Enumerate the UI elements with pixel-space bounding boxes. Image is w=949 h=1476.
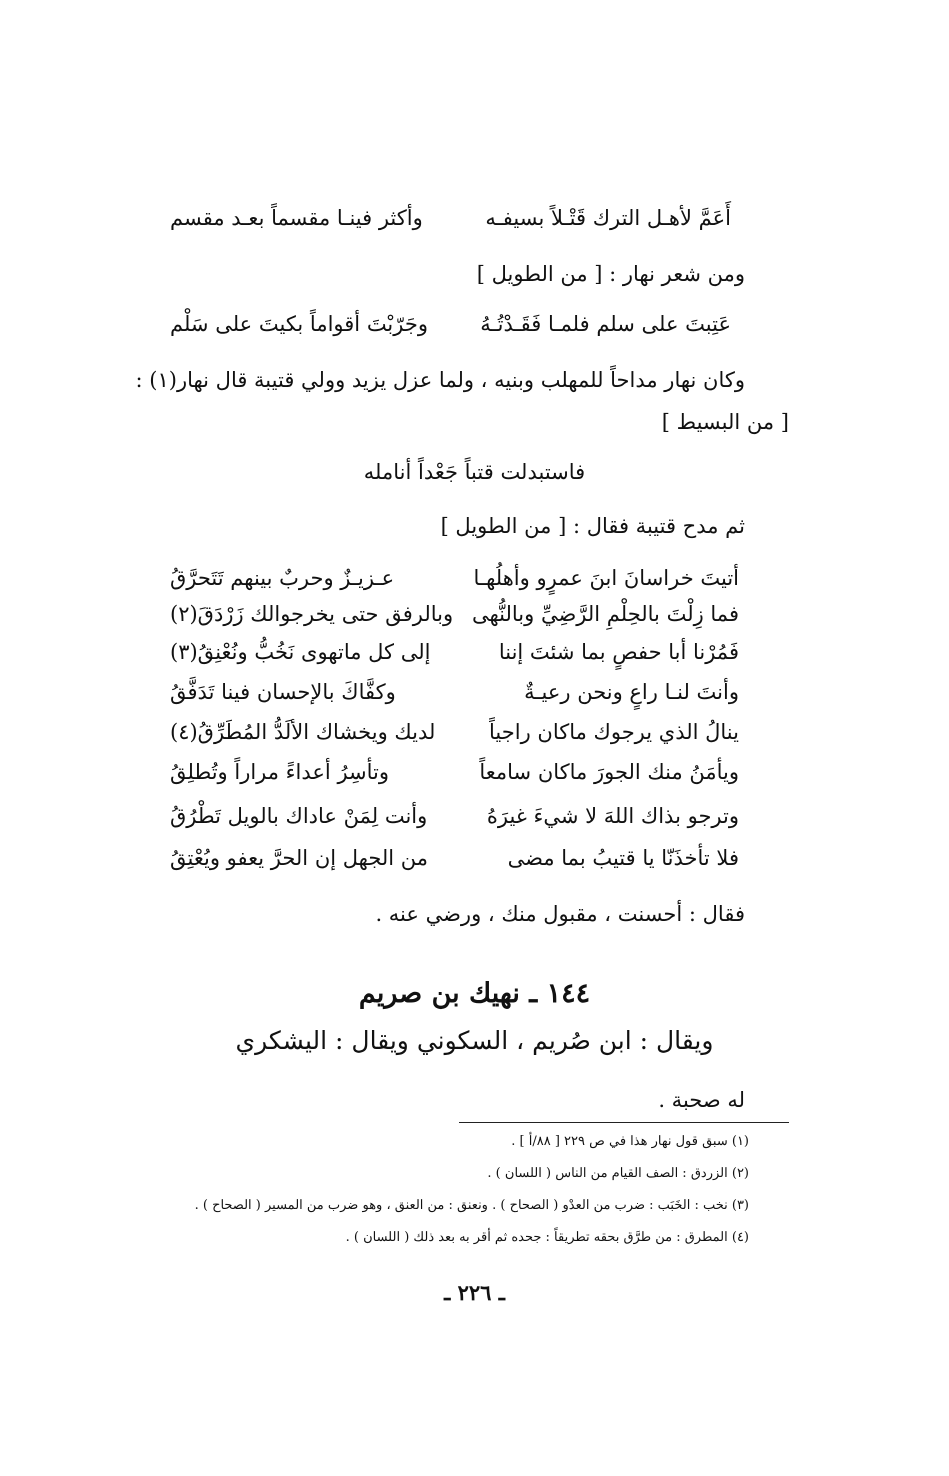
entry-subheading: ويقال : ابن صُريم ، السكوني ويقال : اليشكري [235,1026,714,1055]
poem-verse [170,804,739,838]
footnote: (٣) نخب : الخَبَب : ضرب من العدْو ( الصحاح ) . ونعنق : من العنق ، وهو ضرب من المسير ( الصحاح ) . [194,1198,749,1213]
poem-verse-left: عـزيـزٌ وحربٌ بينهم تَتَحرَّقُ [170,566,395,590]
verse-2-left-hemistich: وجَرّبْتَ أقواماً بكيتَ على سَلْم [170,312,428,336]
footnote-divider [459,1122,789,1123]
footnote: (٤) المطرق : من طرَّق بحقه تطريقاً : جحده ثم أقر به بعد ذلك ( اللسان ) . [345,1230,749,1245]
poem-verse-right: وترجو بذاك اللهَ لا شيءَ غيرَهُ [486,804,739,828]
poem-verse-right: وأنتَ لنـا راعٍ ونحن رعيـةٌ [524,680,739,704]
entry-body: له صحبة . [658,1088,745,1112]
poem-verse-right: أتيتَ خراسانَ ابنَ عمرٍو وأهلُهـا [473,566,739,590]
closing-line: فقال : أحسنت ، مقبول منك ، ورضي عنه . [375,902,745,926]
poem-verse [170,680,739,714]
poem-verse-left: وأنت لِمَنْ عاداك بالويل تَطْرُقُ [170,804,428,828]
poem-verse [170,760,739,794]
entry-heading: ١٤٤ ـ نهيك بن صريم [358,978,591,1009]
poem-verse-left: وبالرفق حتى يخرجوالك زَرْدَقَ(٢) [170,602,454,626]
poem-verse-left: من الجهل إن الحرَّ يعفو ويُعْتِقُ [170,846,429,870]
verse-3-single-hemistich: فاستبدلت قتباً جَعْداً أنامله [363,460,586,484]
footnote: (١) سبق قول نهار هذا في ص ٢٢٩ [ ٨٨/أ ] . [511,1134,749,1149]
paragraph-nahar-qutayba-line-2: [ من البسيط ] [661,410,789,434]
poem-verse-right: ويأمَنُ منك الجورَ ماكان سامعاً [479,760,739,784]
poem-verse [170,720,739,754]
verse-2-right-hemistich: عَتِبتَ على سلم فلمـا فَقَـدْتُـهُ [480,312,731,336]
poem-verse [170,846,739,880]
poem-verse-left: وكفَّاكَ بالإحسان فينا تَدَفَّقُ [170,680,396,704]
intro-praise-qutayba: ثم مدح قتيبة فقال : [ من الطويل ] [440,514,745,538]
verse-1-left-hemistich: وأكثر فينـا مقسماً بعـد مقسم [170,206,423,230]
verse-1-right-hemistich: أَعَمَّ لأهـل الترك قَتْـلاً بسيفـه [485,206,731,230]
poem-verse-right: ينالُ الذي يرجوك ماكان راجياً [489,720,739,744]
poem-verse [170,602,739,636]
footnote: (٢) الزردق : الصف القيام من الناس ( اللسان ) . [487,1166,749,1181]
poem-verse-left: وتأسِرُ أعداءً مراراً وتُطلِقُ [170,760,390,784]
intro-nahar-poem: ومن شعر نهار : [ من الطويل ] [476,262,745,286]
poem-verse-left: إلى كل ماتهوى نَخُبُّ ونُعْنِقُ(٣) [170,640,431,664]
poem-verse-right: فَمُرْنا أبا حفصٍ بما شئتَ إننا [498,640,739,664]
poem-verse-right: فلا تأخذَنّا يا قتيبُ بما مضى [507,846,739,870]
page-number: ـ ٢٢٦ ـ [444,1280,505,1305]
poem-verse-right: فما زِلْتَ بالحِلْمِ الرَّضِيِّ وبالنُّهى [471,602,739,626]
poem-verse [170,640,739,674]
poem-verse-left: لديك ويخشاك الألَدُّ المُطَرِّقُ(٤) [170,720,436,744]
paragraph-nahar-qutayba-line-1: وكان نهار مداحاً للمهلب وبنيه ، ولما عزل يزيد وولي قتيبة قال نهار(١) : [135,368,745,392]
poem-verse [170,566,739,600]
